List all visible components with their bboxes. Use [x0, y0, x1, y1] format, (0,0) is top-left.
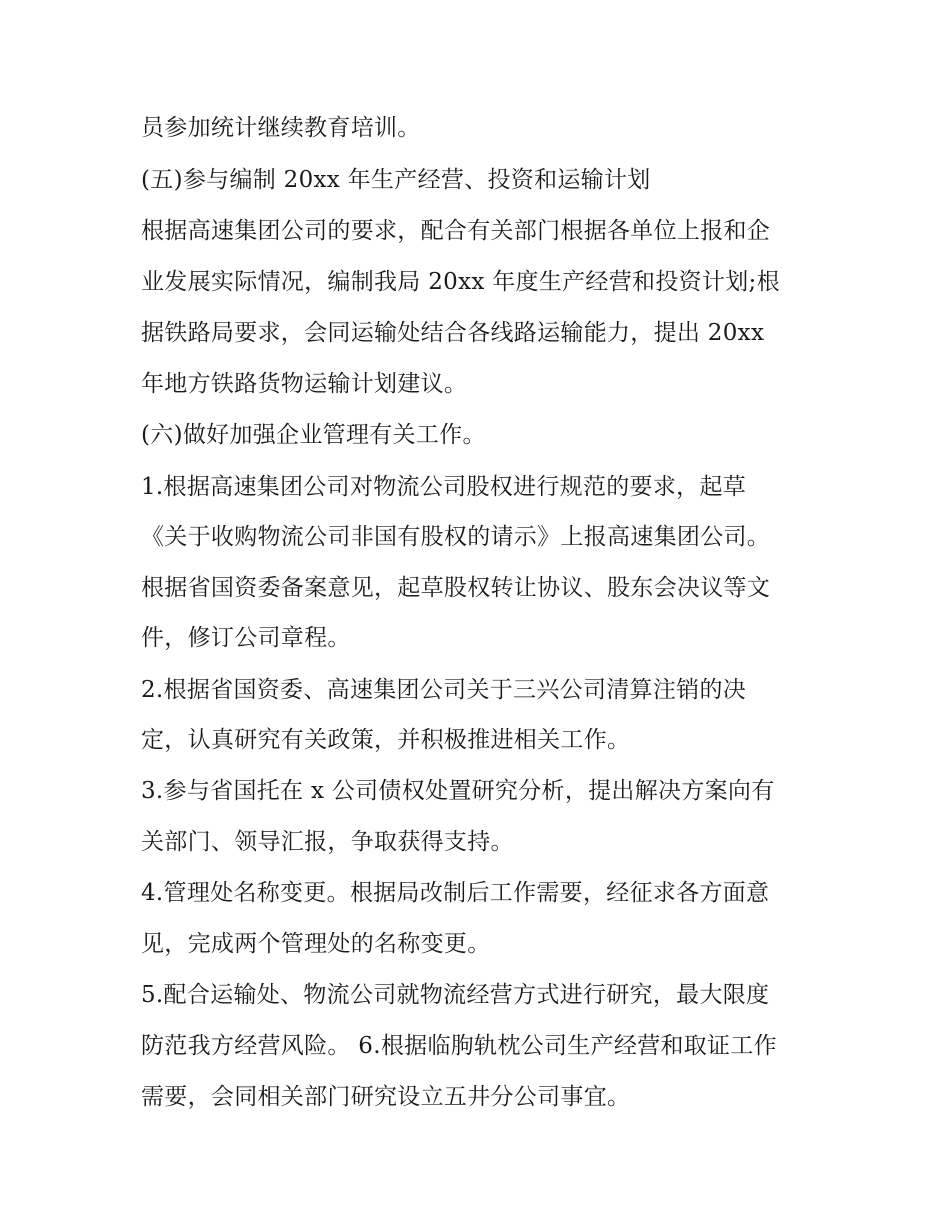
text-line: 3.参与省国托在 x 公司债权处置研究分析，提出解决方案向有	[141, 778, 775, 804]
text-line: 年地方铁路货物运输计划建议。	[141, 371, 468, 397]
text-line: 件，修订公司章程。	[141, 625, 351, 651]
text-line: 5.配合运输处、物流公司就物流经营方式进行研究，最大限度	[141, 982, 770, 1008]
text-line: 关部门、领导汇报，争取获得支持。	[141, 829, 514, 855]
text-line: 业发展实际情况，编制我局 20xx 年度生产经营和投资计划;根	[141, 269, 780, 295]
section-heading: (五)参与编制 20xx 年生产经营、投资和运输计划	[141, 167, 651, 193]
text-line: 定，认真研究有关政策，并积极推进相关工作。	[141, 727, 631, 753]
text-line: 据铁路局要求，会同运输处结合各线路运输能力，提出 20xx	[141, 320, 765, 346]
text-line: 根据高速集团公司的要求，配合有关部门根据各单位上报和企	[141, 218, 771, 244]
text-line: 4.管理处名称变更。根据局改制后工作需要，经征求各方面意	[141, 880, 770, 906]
text-line: 根据省国资委备案意见，起草股权转让协议、股东会决议等文	[141, 575, 771, 601]
text-line: 员参加统计继续教育培训。	[141, 115, 421, 141]
text-line: 2.根据省国资委、高速集团公司关于三兴公司清算注销的决	[141, 677, 747, 703]
text-line: 防范我方经营风险。 6.根据临朐轨枕公司生产经营和取证工作	[141, 1033, 777, 1059]
text-line: 需要，会同相关部门研究设立五井分公司事宜。	[141, 1084, 631, 1110]
text-line: 1.根据高速集团公司对物流公司股权进行规范的要求，起草	[141, 474, 747, 500]
text-line: 见，完成两个管理处的名称变更。	[141, 931, 491, 957]
section-heading: (六)做好加强企业管理有关工作。	[141, 422, 486, 448]
text-line: 《关于收购物流公司非国有股权的请示》上报高速集团公司。	[141, 524, 771, 550]
